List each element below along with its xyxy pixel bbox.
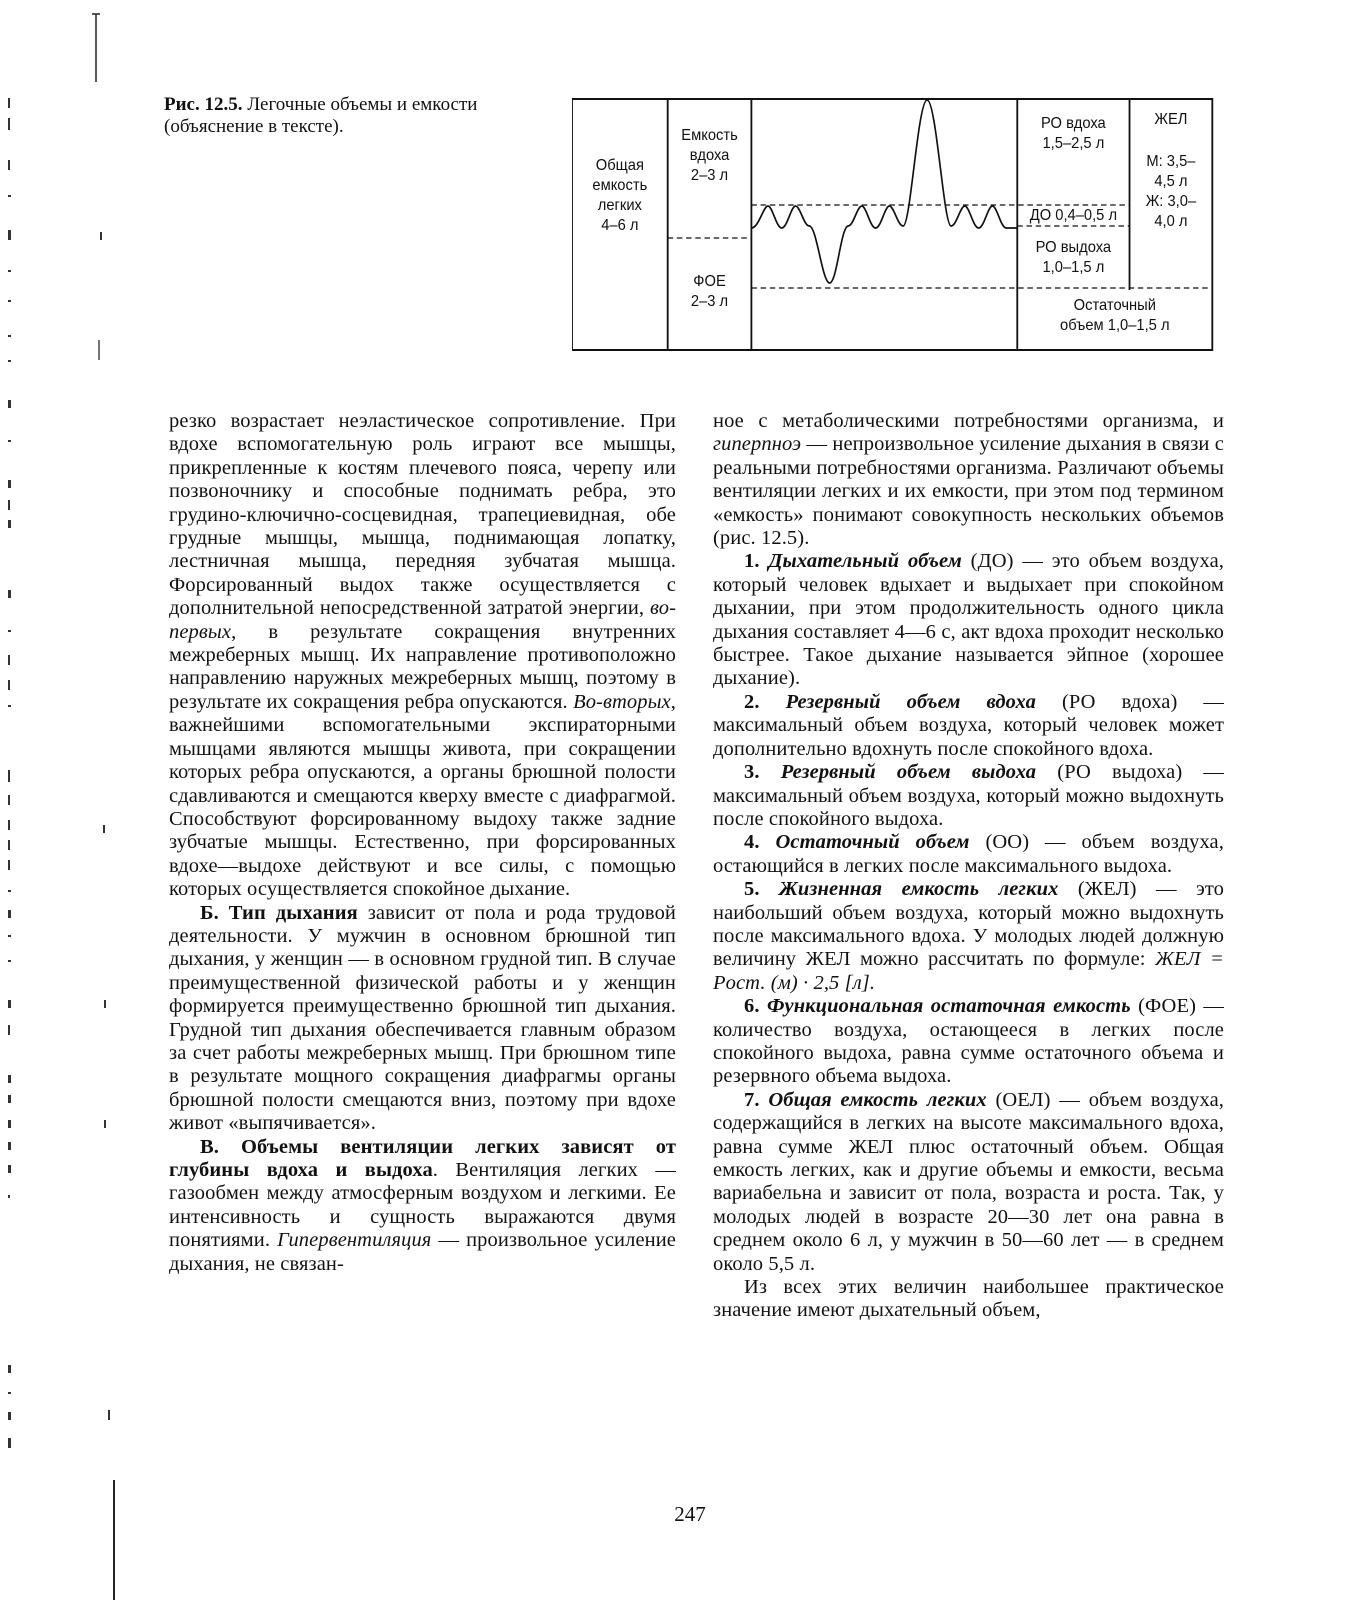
item-residual-volume [713, 831, 1224, 878]
left-p3-text-2: — произвольное усиление дыхания, не связан- [169, 1229, 676, 1275]
frc-line-2: 2–3 л [690, 293, 729, 310]
hyperpnea-term: гиперпноэ [713, 433, 802, 456]
vital-capacity-label [1130, 110, 1213, 232]
left-paragraph-2 [169, 902, 676, 1136]
item-6-heading: Функциональная остаточная емкость [766, 995, 1131, 1018]
item-7-number: 7. [744, 1088, 769, 1111]
residual-line-2: объем 1,0–1,5 л [1060, 317, 1170, 334]
right-text-column [713, 410, 1224, 1323]
item-3-heading: Резервный объем выдоха [780, 761, 1037, 784]
item-2-heading: Резервный объем вдоха [785, 690, 1036, 713]
total-capacity-line-2: емкость [592, 177, 648, 194]
item-4-heading: Остаточный объем [775, 831, 970, 854]
vital-capacity-female-1: Ж: 3,0– [1145, 193, 1197, 210]
item-expiratory-reserve [713, 761, 1224, 831]
vital-capacity-male-1: М: 3,5– [1146, 153, 1196, 170]
item-6-number: 6. [744, 995, 767, 1018]
vital-capacity-title: ЖЕЛ [1154, 111, 1188, 128]
figure-caption-text: Легочные объемы и емкости (объяснение в тексте). [164, 94, 478, 137]
residual-line-1: Остаточный [1073, 297, 1156, 314]
erv-line-2: 1,0–1,5 л [1042, 259, 1105, 276]
right-final-paragraph: Из всех этих величин наибольшее практическое значение имеют дыхательный объем, [713, 1276, 1224, 1322]
hyperventilation-term: Гипервентиляция [277, 1229, 432, 1252]
left-p1-text: резко возрастает неэластическое сопротивление. При вдохе вспомогательную роль играют все мышцы, прикрепленные к костям плечевого пояса, черепу или позвоночнику и способные поднимать ребра, это грудино-ключично-сосцевидная, трапециевидная, обе грудные мышцы, мышца, поднимающая лопатку, лестничная мышца, передняя зубчатая мышца. Форсированный выдох также осуществляется с дополнительной непосредственной затратой энергии, [169, 410, 676, 620]
left-p1-italic-1: во-первых [169, 597, 676, 643]
vital-capacity-female-2: 4,0 л [1154, 213, 1188, 230]
figure-caption-label: Рис. 12.5. [164, 94, 243, 115]
item-5-number: 5. [744, 878, 779, 901]
total-capacity-line-1: Общая [595, 157, 644, 174]
item-6-text: (ФОЕ) — количество воздуха, остающееся в легких после спокойного выдоха, равна сумме остаточного объема и резервного объема выдоха. [713, 995, 1224, 1088]
item-5-text: (ЖЕЛ) — это наибольший объем воздуха, который можно выдохнуть после максимального вдоха. У молодых людей должную величину ЖЕЛ можно рассчитать по формуле: [713, 878, 1224, 971]
irv-line-1: РО вдоха [1041, 115, 1106, 132]
left-p1-text-2: , в результате сокращения внутренних межреберных мышц. Их направление противоположно направлению наружных межреберных мышц, поэтому в результате их сокращения ребра опускаются. [169, 620, 676, 713]
item-vital-capacity [713, 878, 1224, 995]
inspiratory-capacity-line-1: Емкость [681, 127, 738, 144]
vital-capacity-formula: ЖЕЛ = Pост. (м) · 2,5 [л]. [713, 948, 1224, 994]
tidal-volume-label: ДО 0,4–0,5 л [1029, 207, 1118, 224]
left-text-column [169, 410, 676, 1276]
vital-capacity-male-2: 4,5 л [1154, 173, 1188, 190]
item-inspiratory-reserve [713, 691, 1224, 761]
item-tidal-volume [713, 550, 1224, 690]
residual-volume-label [1017, 296, 1212, 336]
total-capacity-line-4: 4–6 л [601, 217, 639, 234]
item-1-heading: Дыхательный объем [768, 550, 962, 573]
left-paragraph-3 [169, 1136, 676, 1276]
total-capacity-line-3: легких [597, 197, 642, 214]
page-number: 247 [674, 1502, 706, 1526]
inspiratory-capacity-label [668, 126, 752, 186]
item-4-number: 4. [744, 831, 776, 854]
left-p1-italic-2: Во-вторых [573, 690, 671, 713]
right-p0-text-2: — непроизвольное усиление дыхания в связи с реальными потребностями организма. Различают объемы вентиляции легких и их емкости, при этом под термином «емкость» понимают совокупность нескольких объемов (рис. 12.5). [713, 433, 1224, 550]
item-7-heading: Общая емкость легких [768, 1088, 987, 1111]
left-p3-text: . Вентиляция легких — газообмен между атмосферным воздухом и легкими. Ее интенсивность и сущность выражаются двумя понятиями. [169, 1159, 676, 1252]
ventilation-heading: В. Объемы вентиляции легких зависят от глубины вдоха и выдоха [169, 1135, 676, 1181]
inspiratory-capacity-line-2: вдоха [689, 147, 730, 164]
item-5-heading: Жизненная емкость легких [779, 878, 1059, 901]
item-total-capacity [713, 1089, 1224, 1276]
scan-margin-artifacts [0, 0, 120, 1600]
erv-label [1017, 238, 1129, 278]
frc-label [668, 272, 752, 312]
erv-line-1: РО выдоха [1035, 239, 1112, 256]
item-4-text: (ОО) — объем воздуха, остающийся в легких после максимального выдоха. [713, 831, 1224, 877]
item-3-text: (РО выдоха) — максимальный объем воздуха, который можно выдохнуть после спокойного выдоха. [713, 761, 1224, 830]
left-paragraph-1 [169, 410, 676, 902]
item-3-number: 3. [744, 761, 781, 784]
frc-line-1: ФОЕ [693, 273, 726, 290]
irv-label [1017, 114, 1129, 154]
item-2-number: 2. [744, 690, 786, 713]
lung-volumes-diagram [572, 98, 1197, 352]
item-7-text: (ОЕЛ) — объем воздуха, содержащийся в легких на высоте максимального вдоха, равна сумме ЖЕЛ плюс остаточный объем. Общая емкость легких, как и другие объемы и емкости, весьма вариабельна и зависит от пола, возраста и роста. Так, у молодых людей в возрасте 20—30 лет она равна в среднем около 6 л, у мужчин в 50—60 лет — в среднем около 5,5 л. [713, 1088, 1224, 1275]
right-paragraph-0 [713, 410, 1224, 550]
left-p2-text: зависит от пола и рода трудовой деятельности. У мужчин в основном брюшной тип дыхания, у женщин — в основном грудной тип. В случае преимущественной физической работы и у женщин формируется преимущественно брюшной тип дыхания. Грудной тип дыхания обеспечивается главным образом за счет работы межреберных мышц. При брюшном типе в результате мощного сокращения диафрагмы органы брюшной полости смещаются вниз, поэтому при вдохе живот «выпячивается». [169, 901, 676, 1135]
inspiratory-capacity-line-3: 2–3 л [690, 167, 729, 184]
item-frc [713, 995, 1224, 1089]
figure-caption [164, 94, 539, 138]
item-1-number: 1. [744, 550, 769, 573]
item-2-text: (РО вдоха) — максимальный объем воздуха, который человек может дополнительно вдохнуть после спокойного вдоха. [713, 690, 1224, 760]
irv-line-2: 1,5–2,5 л [1042, 135, 1105, 152]
breathing-type-heading: Б. Тип дыхания [200, 901, 358, 924]
right-p0-text: ное с метаболическими потребностями организма, и [713, 410, 1224, 432]
left-p1-text-3: , важнейшими вспомогательными экспираторными мышцами являются мышцы живота, при сокращении которых ребра опускаются, а органы брюшной полости сдавливаются и смещаются кверху вместе с диафрагмой. Способствуют форсированному выдоху также задние зубчатые мышцы. Естественно, при форсированных вдохе—выдохе действуют и все силы, с помощью которых осуществляется спокойное дыхание. [169, 690, 676, 901]
spirogram-trace [751, 100, 1017, 283]
item-1-text: (ДО) — это объем воздуха, который человек вдыхает и выдыхает при спокойном дыхании, при этом продолжительность одного цикла дыхания составляет 4—6 с, акт вдоха проходит несколько быстрее. Такое дыхание называется эйпное (хорошее дыхание). [713, 550, 1224, 690]
total-capacity-label [572, 156, 668, 236]
